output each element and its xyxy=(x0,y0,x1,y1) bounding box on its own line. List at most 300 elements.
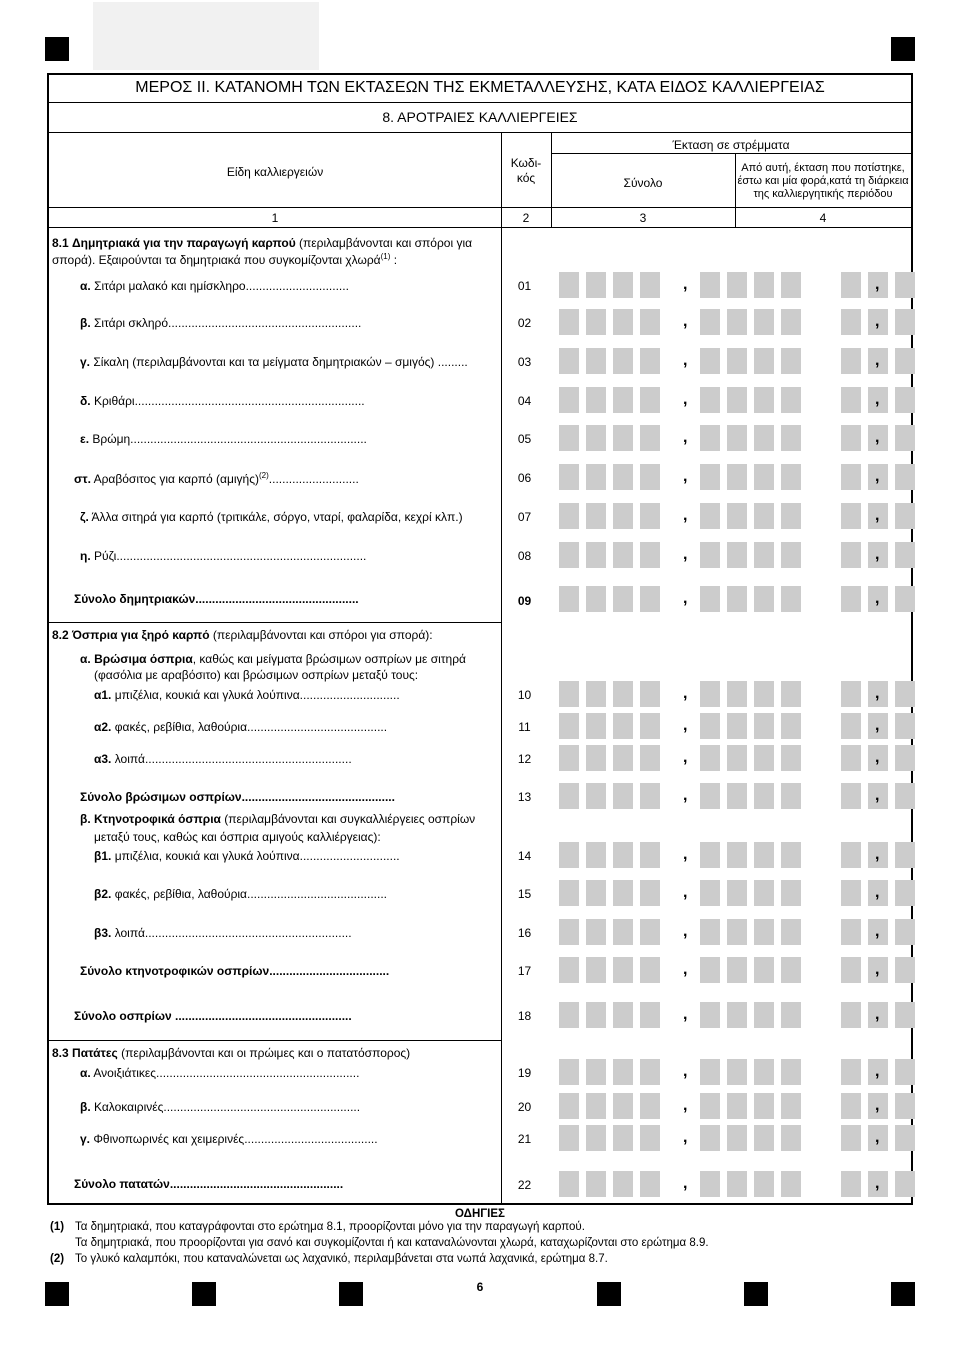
digit-box[interactable] xyxy=(841,842,861,868)
digit-box[interactable] xyxy=(841,425,861,451)
row-code: 07 xyxy=(517,510,532,524)
digit-box[interactable] xyxy=(727,745,747,771)
digit-box[interactable] xyxy=(841,880,861,906)
digit-box[interactable] xyxy=(727,1093,747,1119)
digit-box[interactable] xyxy=(895,842,915,868)
digit-box[interactable] xyxy=(841,503,861,529)
digit-box[interactable] xyxy=(781,348,801,374)
digit-box[interactable] xyxy=(727,1125,747,1151)
digit-box[interactable] xyxy=(841,957,861,983)
decimal-comma: , xyxy=(683,313,688,330)
digit-box[interactable] xyxy=(640,348,660,374)
digit-box[interactable] xyxy=(640,957,660,983)
note-1-line-1: Τα δημητριακά, που καταγράφονται στο ερώτημα 8.1, προορίζονται μόνο για την παραγωγή καρπού. xyxy=(75,1221,585,1233)
digit-box[interactable] xyxy=(781,919,801,945)
digit-box[interactable] xyxy=(613,745,633,771)
digit-box[interactable] xyxy=(613,783,633,809)
digit-box[interactable] xyxy=(700,681,720,707)
digit-box[interactable] xyxy=(586,842,606,868)
digit-box[interactable] xyxy=(613,309,633,335)
digit-box[interactable] xyxy=(559,957,579,983)
digit-box[interactable] xyxy=(586,681,606,707)
digit-box[interactable] xyxy=(841,1093,861,1119)
row-code: 22 xyxy=(517,1178,532,1192)
digit-box[interactable] xyxy=(754,919,774,945)
digit-box[interactable] xyxy=(640,542,660,568)
decimal-comma: , xyxy=(875,1006,880,1023)
section-8-3-heading: 8.3 Πατάτες (περιλαμβάνονται και οι πρώιμες και ο πατατόσπορος) xyxy=(52,1046,411,1060)
digit-box[interactable] xyxy=(841,1171,861,1197)
digit-box[interactable] xyxy=(727,1002,747,1028)
digit-box[interactable] xyxy=(895,1171,915,1197)
digit-box[interactable] xyxy=(613,464,633,490)
digit-box[interactable] xyxy=(727,542,747,568)
decimal-comma: , xyxy=(683,1097,688,1114)
digit-box[interactable] xyxy=(640,919,660,945)
decimal-comma: , xyxy=(875,717,880,734)
digit-box[interactable] xyxy=(895,713,915,739)
decimal-comma: , xyxy=(683,276,688,293)
decimal-comma: , xyxy=(683,884,688,901)
digit-box[interactable] xyxy=(754,542,774,568)
digit-box[interactable] xyxy=(586,542,606,568)
digit-box[interactable] xyxy=(559,503,579,529)
corner-marker-bottom-1 xyxy=(45,1282,69,1306)
digit-box[interactable] xyxy=(841,745,861,771)
digit-box[interactable] xyxy=(586,1002,606,1028)
digit-box[interactable] xyxy=(640,842,660,868)
digit-box[interactable] xyxy=(613,957,633,983)
header-code: Κωδι- κός xyxy=(510,156,542,185)
digit-box[interactable] xyxy=(700,957,720,983)
digit-box[interactable] xyxy=(754,681,774,707)
digit-box[interactable] xyxy=(559,309,579,335)
digit-box[interactable] xyxy=(586,272,606,298)
digit-box[interactable] xyxy=(586,919,606,945)
header-irrigated: Από αυτή, έκταση που ποτίστηκε, έστω και μία φορά,κατά τη διάρκεια της καλλιεργητικής περιόδου xyxy=(737,162,909,200)
digit-box[interactable] xyxy=(781,681,801,707)
digit-box[interactable] xyxy=(700,586,720,612)
digit-box[interactable] xyxy=(781,1171,801,1197)
digit-box[interactable] xyxy=(586,348,606,374)
digit-box[interactable] xyxy=(895,272,915,298)
digit-box[interactable] xyxy=(586,1171,606,1197)
decimal-comma: , xyxy=(875,846,880,863)
decimal-comma: , xyxy=(683,717,688,734)
digit-box[interactable] xyxy=(754,425,774,451)
digit-box[interactable] xyxy=(841,713,861,739)
corner-marker-bottom-4 xyxy=(597,1282,621,1306)
col-number-2: 2 xyxy=(522,211,530,225)
digit-box[interactable] xyxy=(754,745,774,771)
row-code: 06 xyxy=(517,471,532,485)
digit-box[interactable] xyxy=(613,272,633,298)
digit-box[interactable] xyxy=(559,880,579,906)
row-code: 11 xyxy=(518,720,531,734)
digit-box[interactable] xyxy=(895,387,915,413)
digit-box[interactable] xyxy=(559,1093,579,1119)
digit-box[interactable] xyxy=(727,957,747,983)
digit-box[interactable] xyxy=(613,880,633,906)
digit-box[interactable] xyxy=(700,842,720,868)
digit-box[interactable] xyxy=(586,309,606,335)
digit-box[interactable] xyxy=(754,503,774,529)
digit-box[interactable] xyxy=(700,309,720,335)
digit-box[interactable] xyxy=(640,1171,660,1197)
digit-box[interactable] xyxy=(895,1059,915,1085)
digit-box[interactable] xyxy=(613,348,633,374)
digit-box[interactable] xyxy=(895,1125,915,1151)
digit-box[interactable] xyxy=(640,681,660,707)
digit-box[interactable] xyxy=(640,1059,660,1085)
digit-box[interactable] xyxy=(754,1125,774,1151)
digit-box[interactable] xyxy=(841,919,861,945)
note-1-label: (1) xyxy=(50,1221,65,1233)
digit-box[interactable] xyxy=(727,425,747,451)
digit-box[interactable] xyxy=(700,348,720,374)
digit-box[interactable] xyxy=(586,387,606,413)
corner-marker-bottom-5 xyxy=(744,1282,768,1306)
notes-title: ΟΔΗΓΙΕΣ xyxy=(455,1208,505,1220)
digit-box[interactable] xyxy=(559,348,579,374)
digit-box[interactable] xyxy=(895,464,915,490)
section-8-1-note: σπορά). Εξαιρούνται τα δημητριακά που συγκομίζονται χλωρά$^{(1)}$ : xyxy=(52,252,398,267)
digit-box[interactable] xyxy=(895,348,915,374)
digit-box[interactable] xyxy=(640,713,660,739)
digit-box[interactable] xyxy=(754,880,774,906)
digit-box[interactable] xyxy=(559,1002,579,1028)
digit-box[interactable] xyxy=(700,542,720,568)
digit-box[interactable] xyxy=(700,880,720,906)
digit-box[interactable] xyxy=(613,586,633,612)
decimal-comma: , xyxy=(875,352,880,369)
digit-box[interactable] xyxy=(586,957,606,983)
corner-marker-top-left xyxy=(45,37,69,61)
note-1-line-2: Τα δημητριακά, που προορίζονται για σανό και συγκομίζονται ή και καταναλώνονται χλωρά, καταχωρίζονται στο ερώτημα 8.9. xyxy=(75,1237,709,1249)
digit-box[interactable] xyxy=(586,1059,606,1085)
digit-box[interactable] xyxy=(700,1002,720,1028)
digit-box[interactable] xyxy=(727,842,747,868)
digit-box[interactable] xyxy=(754,464,774,490)
digit-box[interactable] xyxy=(640,1093,660,1119)
digit-box[interactable] xyxy=(727,880,747,906)
digit-box[interactable] xyxy=(700,425,720,451)
digit-box[interactable] xyxy=(586,745,606,771)
digit-box[interactable] xyxy=(841,1125,861,1151)
digit-box[interactable] xyxy=(781,880,801,906)
digit-box[interactable] xyxy=(754,1059,774,1085)
digit-box[interactable] xyxy=(781,503,801,529)
digit-box[interactable] xyxy=(559,713,579,739)
digit-box[interactable] xyxy=(727,1059,747,1085)
decimal-comma: , xyxy=(683,846,688,863)
decimal-comma: , xyxy=(683,1063,688,1080)
header-crop-types: Είδη καλλιεργειών xyxy=(226,165,324,179)
digit-box[interactable] xyxy=(727,919,747,945)
digit-box[interactable] xyxy=(727,503,747,529)
decimal-comma: , xyxy=(683,468,688,485)
digit-box[interactable] xyxy=(727,464,747,490)
header-grey-area xyxy=(93,2,319,70)
corner-marker-bottom-6 xyxy=(891,1282,915,1306)
digit-box[interactable] xyxy=(613,1125,633,1151)
digit-box[interactable] xyxy=(700,464,720,490)
section-8-2-a-heading: α. Βρώσιμα όσπρια, καθώς και μείγματα βρώσιμων οσπρίων με σιτηρά xyxy=(80,652,466,666)
digit-box[interactable] xyxy=(586,880,606,906)
row-code: 15 xyxy=(517,887,532,901)
digit-box[interactable] xyxy=(586,586,606,612)
digit-box[interactable] xyxy=(559,586,579,612)
digit-box[interactable] xyxy=(781,1059,801,1085)
digit-box[interactable] xyxy=(613,1171,633,1197)
digit-box[interactable] xyxy=(727,309,747,335)
digit-box[interactable] xyxy=(613,425,633,451)
digit-box[interactable] xyxy=(559,681,579,707)
digit-box[interactable] xyxy=(640,880,660,906)
col-number-3: 3 xyxy=(639,211,647,225)
digit-box[interactable] xyxy=(841,464,861,490)
digit-box[interactable] xyxy=(781,272,801,298)
header-area: Έκταση σε στρέμματα xyxy=(672,138,790,152)
digit-box[interactable] xyxy=(613,919,633,945)
digit-box[interactable] xyxy=(781,309,801,335)
digit-box[interactable] xyxy=(700,272,720,298)
digit-box[interactable] xyxy=(754,783,774,809)
digit-box[interactable] xyxy=(781,957,801,983)
digit-box[interactable] xyxy=(586,425,606,451)
digit-box[interactable] xyxy=(559,425,579,451)
decimal-comma: , xyxy=(683,590,688,607)
digit-box[interactable] xyxy=(754,1002,774,1028)
digit-box[interactable] xyxy=(754,1171,774,1197)
digit-box[interactable] xyxy=(754,387,774,413)
decimal-comma: , xyxy=(875,923,880,940)
digit-box[interactable] xyxy=(754,957,774,983)
section-title: 8. ΑΡΟΤΡΑΙΕΣ ΚΑΛΛΙΕΡΓΕΙΕΣ xyxy=(382,109,578,125)
decimal-comma: , xyxy=(875,1175,880,1192)
digit-box[interactable] xyxy=(781,1002,801,1028)
digit-box[interactable] xyxy=(841,272,861,298)
page-number: 6 xyxy=(476,1280,484,1294)
digit-box[interactable] xyxy=(586,713,606,739)
row-code: 17 xyxy=(517,964,532,978)
corner-marker-bottom-3 xyxy=(339,1282,363,1306)
digit-box[interactable] xyxy=(586,1093,606,1119)
digit-box[interactable] xyxy=(841,681,861,707)
digit-box[interactable] xyxy=(841,1002,861,1028)
decimal-comma: , xyxy=(683,352,688,369)
digit-box[interactable] xyxy=(640,272,660,298)
digit-box[interactable] xyxy=(895,745,915,771)
corner-marker-bottom-2 xyxy=(192,1282,216,1306)
row-code: 01 xyxy=(517,279,532,293)
decimal-comma: , xyxy=(683,391,688,408)
row-code: 05 xyxy=(517,432,532,446)
col-number-1: 1 xyxy=(271,211,279,225)
digit-box[interactable] xyxy=(640,1125,660,1151)
digit-box[interactable] xyxy=(895,542,915,568)
digit-box[interactable] xyxy=(586,783,606,809)
row-code: 18 xyxy=(517,1009,532,1023)
decimal-comma: , xyxy=(875,749,880,766)
digit-box[interactable] xyxy=(640,745,660,771)
digit-box[interactable] xyxy=(559,387,579,413)
digit-box[interactable] xyxy=(700,1171,720,1197)
row-code: 14 xyxy=(517,849,532,863)
row-code: 10 xyxy=(517,688,532,702)
decimal-comma: , xyxy=(875,961,880,978)
digit-box[interactable] xyxy=(640,503,660,529)
digit-box[interactable] xyxy=(895,783,915,809)
digit-box[interactable] xyxy=(559,272,579,298)
digit-box[interactable] xyxy=(727,272,747,298)
digit-box[interactable] xyxy=(640,586,660,612)
decimal-comma: , xyxy=(683,1129,688,1146)
section-8-2-b-note: μεταξύ τους, καθώς και όσπρια αμιγούς καλλιέργειας): xyxy=(94,830,381,844)
digit-box[interactable] xyxy=(841,309,861,335)
digit-box[interactable] xyxy=(586,464,606,490)
digit-box[interactable] xyxy=(727,586,747,612)
digit-box[interactable] xyxy=(559,1171,579,1197)
decimal-comma: , xyxy=(875,546,880,563)
digit-box[interactable] xyxy=(559,919,579,945)
digit-box[interactable] xyxy=(559,1059,579,1085)
digit-box[interactable] xyxy=(841,348,861,374)
digit-box[interactable] xyxy=(700,503,720,529)
digit-box[interactable] xyxy=(781,1093,801,1119)
digit-box[interactable] xyxy=(754,348,774,374)
digit-box[interactable] xyxy=(754,586,774,612)
section-8-2-a-note: (φασόλια με αραβόσιτο) και βρώσιμων οσπρίων μεταξύ τους: xyxy=(94,668,419,682)
decimal-comma: , xyxy=(683,1006,688,1023)
digit-box[interactable] xyxy=(727,387,747,413)
digit-box[interactable] xyxy=(700,1125,720,1151)
digit-box[interactable] xyxy=(559,745,579,771)
digit-box[interactable] xyxy=(700,713,720,739)
digit-box[interactable] xyxy=(613,713,633,739)
digit-box[interactable] xyxy=(754,1093,774,1119)
digit-box[interactable] xyxy=(841,387,861,413)
digit-box[interactable] xyxy=(640,783,660,809)
row-code: 16 xyxy=(517,926,532,940)
digit-box[interactable] xyxy=(586,1125,606,1151)
digit-box[interactable] xyxy=(700,1093,720,1119)
digit-box[interactable] xyxy=(781,387,801,413)
digit-box[interactable] xyxy=(781,425,801,451)
decimal-comma: , xyxy=(875,590,880,607)
digit-box[interactable] xyxy=(559,464,579,490)
digit-box[interactable] xyxy=(700,783,720,809)
digit-box[interactable] xyxy=(727,783,747,809)
digit-box[interactable] xyxy=(895,681,915,707)
decimal-comma: , xyxy=(683,787,688,804)
decimal-comma: , xyxy=(875,468,880,485)
digit-box[interactable] xyxy=(559,842,579,868)
digit-box[interactable] xyxy=(895,309,915,335)
digit-box[interactable] xyxy=(727,681,747,707)
digit-box[interactable] xyxy=(559,783,579,809)
digit-box[interactable] xyxy=(754,309,774,335)
digit-box[interactable] xyxy=(613,387,633,413)
digit-box[interactable] xyxy=(586,503,606,529)
digit-box[interactable] xyxy=(841,1059,861,1085)
digit-box[interactable] xyxy=(559,1125,579,1151)
digit-box[interactable] xyxy=(841,586,861,612)
digit-box[interactable] xyxy=(895,1093,915,1119)
digit-box[interactable] xyxy=(781,783,801,809)
row-code: 08 xyxy=(517,549,532,563)
digit-box[interactable] xyxy=(613,542,633,568)
digit-box[interactable] xyxy=(613,1002,633,1028)
row-code: 09 xyxy=(517,594,532,608)
digit-box[interactable] xyxy=(700,387,720,413)
digit-box[interactable] xyxy=(613,842,633,868)
row-code: 20 xyxy=(517,1100,532,1114)
digit-box[interactable] xyxy=(754,842,774,868)
digit-box[interactable] xyxy=(781,464,801,490)
digit-box[interactable] xyxy=(613,1059,633,1085)
decimal-comma: , xyxy=(875,1129,880,1146)
digit-box[interactable] xyxy=(700,919,720,945)
row-code: 12 xyxy=(517,752,532,766)
decimal-comma: , xyxy=(875,391,880,408)
digit-box[interactable] xyxy=(841,783,861,809)
digit-box[interactable] xyxy=(895,503,915,529)
digit-box[interactable] xyxy=(640,387,660,413)
digit-box[interactable] xyxy=(781,745,801,771)
col-number-4: 4 xyxy=(819,211,827,225)
decimal-comma: , xyxy=(683,749,688,766)
digit-box[interactable] xyxy=(613,681,633,707)
digit-box[interactable] xyxy=(781,1125,801,1151)
digit-box[interactable] xyxy=(754,272,774,298)
digit-box[interactable] xyxy=(754,713,774,739)
digit-box[interactable] xyxy=(640,464,660,490)
digit-box[interactable] xyxy=(613,1093,633,1119)
digit-box[interactable] xyxy=(640,425,660,451)
section-8-2-b-heading: β. Κτηνοτροφικά όσπρια (περιλαμβάνονται και συγκαλλιέργειες οσπρίων xyxy=(80,812,476,826)
decimal-comma: , xyxy=(683,546,688,563)
digit-box[interactable] xyxy=(700,745,720,771)
digit-box[interactable] xyxy=(727,348,747,374)
row-code: 02 xyxy=(517,316,532,330)
part-title: ΜΕΡΟΣ ΙΙ. ΚΑΤΑΝΟΜΗ ΤΩΝ ΕΚΤΑΣΕΩΝ ΤΗΣ ΕΚΜΕΤΑΛΛΕΥΣΗΣ, ΚΑΤΑ ΕΙΔΟΣ ΚΑΛΛΙΕΡΓΕΙΑΣ xyxy=(135,79,825,96)
digit-box[interactable] xyxy=(613,503,633,529)
decimal-comma: , xyxy=(875,1063,880,1080)
digit-box[interactable] xyxy=(640,309,660,335)
decimal-comma: , xyxy=(875,276,880,293)
digit-box[interactable] xyxy=(895,919,915,945)
digit-box[interactable] xyxy=(727,713,747,739)
digit-box[interactable] xyxy=(895,586,915,612)
digit-box[interactable] xyxy=(700,1059,720,1085)
digit-box[interactable] xyxy=(895,957,915,983)
decimal-comma: , xyxy=(683,1175,688,1192)
digit-box[interactable] xyxy=(640,1002,660,1028)
digit-box[interactable] xyxy=(559,542,579,568)
digit-box[interactable] xyxy=(781,542,801,568)
digit-box[interactable] xyxy=(727,1171,747,1197)
row-code: 03 xyxy=(517,355,532,369)
corner-marker-top-right xyxy=(891,37,915,61)
digit-box[interactable] xyxy=(895,425,915,451)
digit-box[interactable] xyxy=(781,586,801,612)
digit-box[interactable] xyxy=(841,542,861,568)
digit-box[interactable] xyxy=(895,1002,915,1028)
digit-box[interactable] xyxy=(781,713,801,739)
digit-box[interactable] xyxy=(781,842,801,868)
digit-box[interactable] xyxy=(895,880,915,906)
